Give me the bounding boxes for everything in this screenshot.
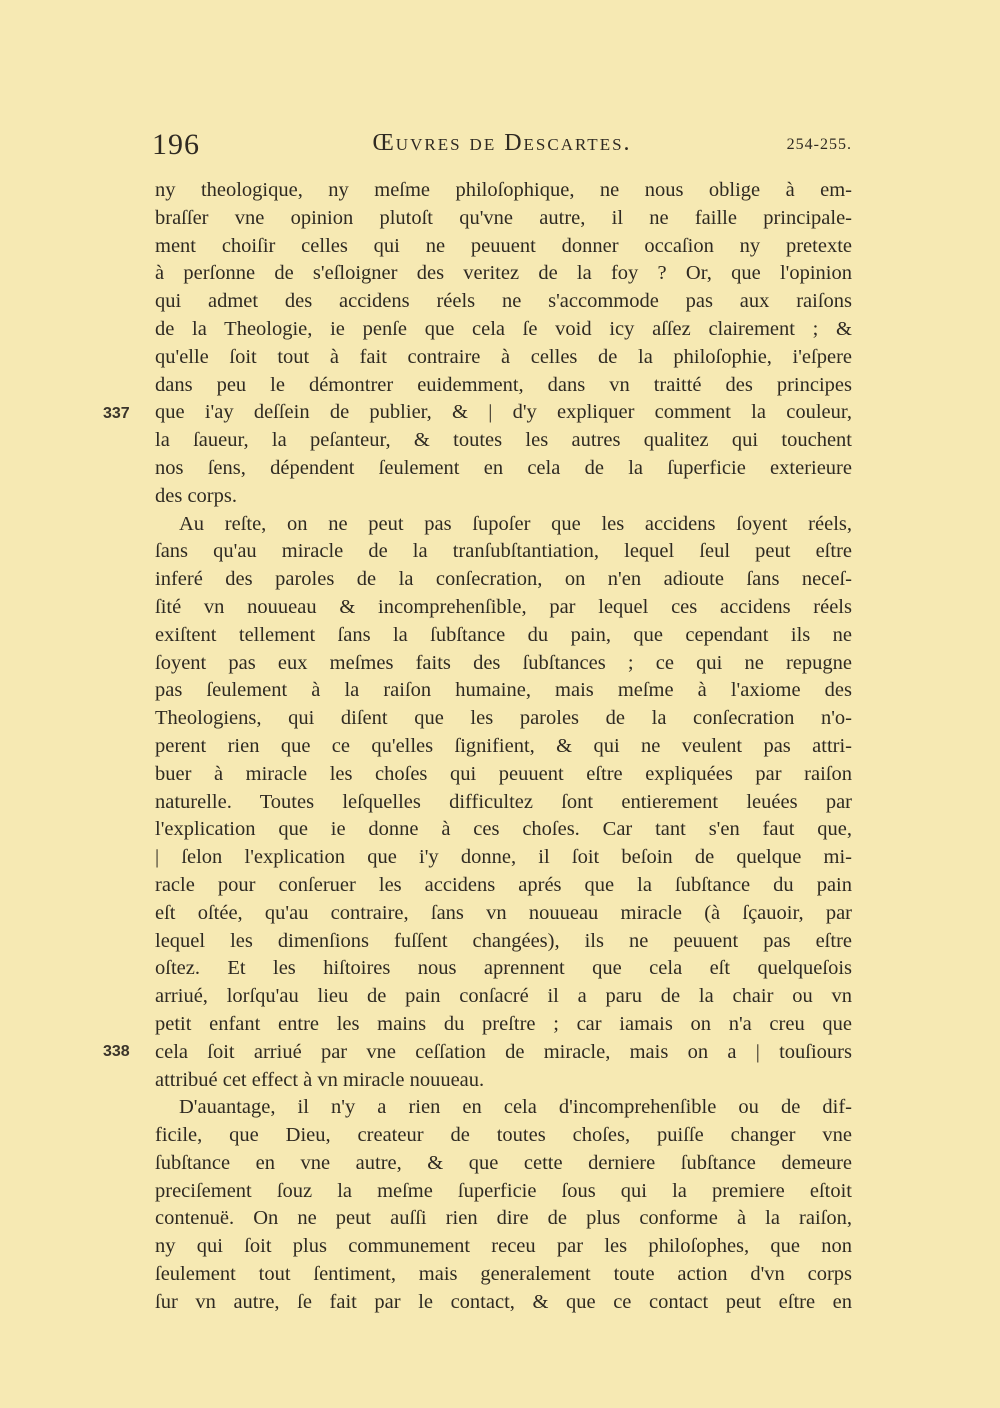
body-text: [155, 177, 852, 1317]
text-line: perent rien que ce qu'elles ſignifient, & qui ne veulent pas attri-: [155, 734, 852, 757]
text-line: ficile, que Dieu, createur de toutes choſes, puiſſe changer vne: [155, 1124, 852, 1147]
page-number: 196: [152, 128, 200, 161]
text-line: naturelle. Toutes leſquelles difficultez ſont entierement leuées par: [155, 790, 852, 813]
text-line: exiſtent tellement ſans la ſubſtance du pain, que cependant ils ne: [155, 623, 852, 646]
text-line: qui admet des accidens réels ne s'accommode pas aux raiſons: [155, 290, 852, 313]
text-line: qu'elle ſoit tout à fait contraire à celles de la philoſophie, i'eſpere: [155, 345, 852, 368]
text-line: nos ſens, dépendent ſeulement en cela de la ſuperficie exterieure: [155, 456, 852, 479]
text-line: Theologiens, qui diſent que les paroles de la conſecration n'o-: [155, 707, 852, 730]
text-line: à perſonne de s'eſloigner des veritez de la foy ? Or, que l'opinion: [155, 262, 852, 285]
text-line: attribué cet effect à vn miracle nouueau.: [155, 1068, 485, 1091]
text-line: de la Theologie, ie penſe que cela ſe void icy aſſez clairement ; &: [155, 317, 852, 340]
margin-note-338: 338: [103, 1043, 130, 1060]
text-line: cela ſoit arriué par vne ceſſation de miracle, mais on a | touſiours: [155, 1040, 852, 1063]
text-line: contenuë. On ne peut auſſi rien dire de plus conforme à la raiſon,: [155, 1207, 852, 1230]
text-line: Au reſte, on ne peut pas ſupoſer que les accidens ſoyent réels,: [179, 512, 852, 535]
text-line: ſeulement tout ſentiment, mais generalement toute action d'vn corps: [155, 1263, 852, 1286]
text-line: lequel les dimenſions fuſſent changées), ils ne peuuent pas eſtre: [155, 929, 852, 952]
running-title: Œuvres de Descartes.: [372, 130, 632, 156]
page-range: 254-255.: [786, 136, 852, 153]
text-line: oſtez. Et les hiſtoires nous aprennent que cela eſt quelqueſois: [155, 957, 852, 980]
text-line: ſoyent pas eux meſmes faits des ſubſtances ; ce qui ne repugne: [155, 651, 852, 674]
text-line: la ſaueur, la peſanteur, & toutes les autres qualitez qui touchent: [155, 429, 852, 452]
running-header: [152, 128, 852, 168]
text-line: pas ſeulement à la raiſon humaine, mais meſme à l'axiome des: [155, 679, 852, 702]
text-line: preciſement ſouz la meſme ſuperficie ſous qui la premiere eſtoit: [155, 1179, 852, 1202]
text-line: D'auantage, il n'y a rien en cela d'incomprehenſible ou de dif-: [179, 1096, 852, 1119]
margin-note-337: 337: [103, 405, 130, 422]
text-line: buer à miracle les choſes qui peuuent eſtre expliquées par raiſon: [155, 762, 852, 785]
text-line: que i'ay deſſein de publier, & | d'y expliquer comment la couleur,: [155, 401, 852, 424]
text-line: inferé des paroles de la conſecration, on n'en adioute ſans neceſ-: [155, 568, 852, 591]
text-line: racle pour conſeruer les accidens aprés que la ſubſtance du pain: [155, 873, 852, 896]
text-line: ny qui ſoit plus communement receu par les philoſophes, que non: [155, 1235, 852, 1258]
text-line: ment choiſir celles qui ne peuuent donner occaſion ny pretexte: [155, 234, 852, 257]
text-line: ſité vn nouueau & incomprehenſible, par lequel ces accidens réels: [155, 595, 852, 618]
text-line: ny theologique, ny meſme philoſophique, ne nous oblige à em-: [155, 179, 852, 201]
text-line: braſſer vne opinion plutoſt qu'vne autre, il ne faille principale-: [155, 206, 852, 229]
text-line: arriué, lorſqu'au lieu de pain conſacré il a paru de la chair ou vn: [155, 985, 852, 1008]
text-line: ſans qu'au miracle de la tranſubſtantiation, lequel ſeul peut eſtre: [155, 540, 852, 563]
text-line: des corps.: [155, 484, 237, 507]
text-line: dans peu le démontrer euidemment, dans vn traitté des principes: [155, 373, 852, 396]
text-line: l'explication que ie donne à ces choſes. Car tant s'en faut que,: [155, 818, 852, 841]
text-line: ſubſtance en vne autre, & que cette derniere ſubſtance demeure: [155, 1151, 852, 1174]
text-line: | ſelon l'explication que i'y donne, il ſoit beſoin de quelque mi-: [155, 846, 852, 869]
text-line: ſur vn autre, ſe fait par le contact, & que ce contact peut eſtre en: [155, 1290, 852, 1313]
text-line: petit enfant entre les mains du preſtre ; car iamais on n'a creu que: [155, 1012, 852, 1035]
text-line: eſt oſtée, qu'au contraire, ſans vn nouueau miracle (à ſçauoir, par: [155, 901, 852, 924]
